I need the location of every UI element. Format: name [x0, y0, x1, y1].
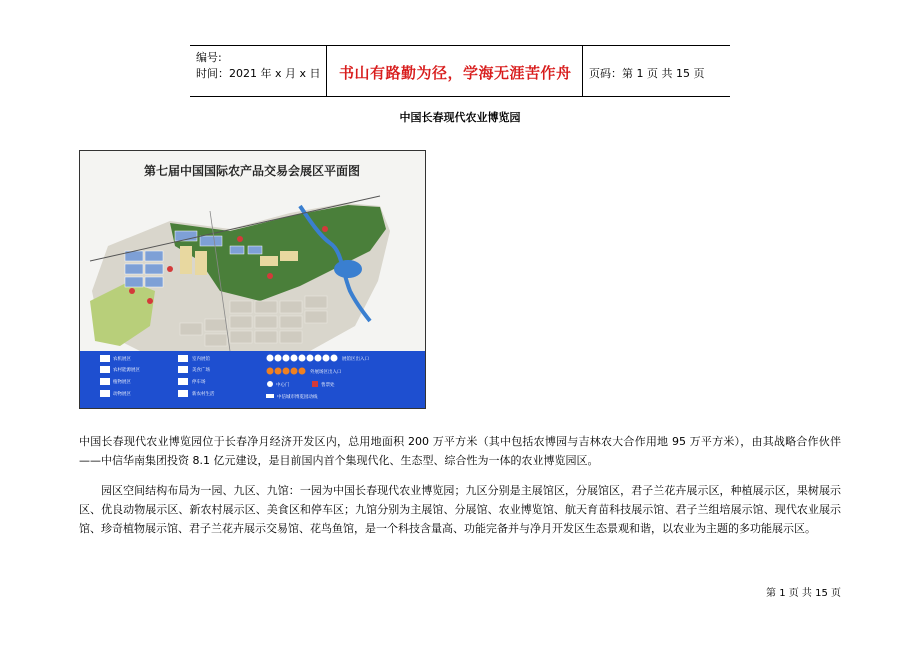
legend-label: 美食广场	[192, 368, 210, 373]
layout-paragraph: 园区空间结构布局为一园、九区、九馆：一园为中国长春现代农业博览园；九区分别是主展馆区，分展馆区，君子兰花卉展示区，种植展示区，果树展示区、优良动物展示区、新农村展示区、美食区和停车区；九馆分别为主展馆、分展馆、农业博览馆、航天育苗科技展示馆、君子兰组培展示馆、现代农业展示馆、珍奇植物展示馆、君子兰花卉展示交易馆、花鸟鱼馆，是一个科技含量高、功能完备并与净月开发区生态景观和谐，以农业为主题的多功能展示区。	[79, 484, 841, 535]
legend-label: 农村能源展区	[113, 368, 140, 373]
number-label: 编号:	[196, 51, 222, 64]
time-label: 时间：2021 年 x 月 x 日	[196, 67, 321, 80]
exhibition-map-image	[79, 150, 426, 409]
header-motto-cell	[327, 46, 583, 96]
legend-label: 新农村生活	[192, 392, 215, 397]
map-heading: 第七届中国国际农产品交易会展区平面图	[143, 164, 361, 178]
page-title: 中国长春现代农业博览园	[399, 111, 521, 124]
legend-label: 停车场	[192, 380, 206, 385]
motto-text: 书山有路勤为径，学海无涯苦作舟	[339, 64, 572, 82]
header-left-cell	[190, 46, 327, 96]
legend-label: 中信城市博览园动线	[277, 395, 318, 400]
legend-label: 外展场区出入口	[310, 370, 342, 375]
page-footer: 第 1 页 共 15 页	[766, 588, 841, 599]
document-header	[190, 45, 730, 97]
page-info: 页码：第 1 页 共 15 页	[589, 67, 705, 80]
legend-label: 售票处	[321, 383, 335, 388]
legend-label: 动物展区	[113, 392, 131, 397]
header-page-cell	[583, 46, 730, 96]
intro-paragraph: 中国长春现代农业博览园位于长春净月经济开发区内，总用地面积 200 万平方米（其中包括农博园与吉林农大合作用地 95 万平方米），由其战略合作伙伴——中信华南集团投资 8.1 亿元建设，是目前国内首个集现代化、生态型、综合性为一体的农业博览园区。	[79, 435, 841, 467]
legend-label: 植物展区	[113, 380, 131, 385]
legend-label: 中心门	[276, 383, 290, 388]
legend-label: 农机展区	[113, 357, 131, 362]
legend-label: 室内展馆	[192, 357, 210, 362]
legend-label: 展馆区出入口	[342, 357, 369, 362]
